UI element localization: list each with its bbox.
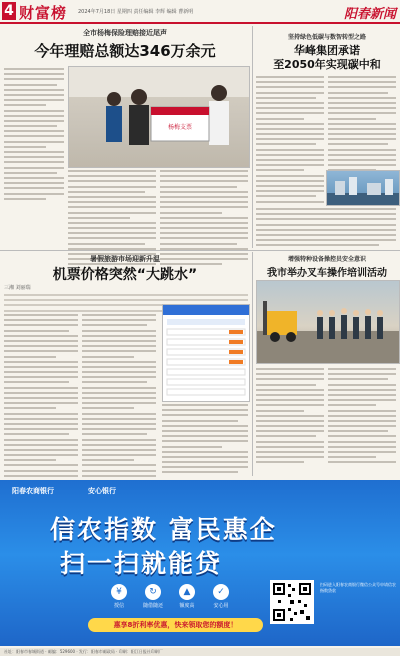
brand-logo: 阳春新闻 xyxy=(343,7,396,22)
story1-col1 xyxy=(4,68,64,203)
ad-logo-left: 阳春农商银行 xyxy=(12,487,54,495)
story3-col3 xyxy=(162,404,248,477)
column-divider xyxy=(252,26,253,248)
story3-byline: 三湘 刘丽瑞 xyxy=(4,285,31,291)
bank-advertisement xyxy=(0,480,400,646)
story3-phone-screenshot xyxy=(162,304,250,402)
story4-col2 xyxy=(328,368,396,467)
story1-photo xyxy=(68,66,250,168)
check-icon: ✓ xyxy=(213,584,229,600)
ad-icon-row xyxy=(108,584,232,609)
certificate-text: 杨梅支票 xyxy=(167,124,193,131)
story3-headline: 机票价格突然“大跳水” xyxy=(52,267,198,283)
ad-icon-credit: ¥ 授信 xyxy=(108,584,130,609)
story2-photo xyxy=(326,170,400,206)
editor: 责任编辑 李辉 xyxy=(133,9,166,15)
flight-app-art xyxy=(163,305,249,401)
ad-icon-repay: ↻ 随借随还 xyxy=(142,584,164,609)
story3-col1 xyxy=(4,314,78,480)
issue-day: 星期四 xyxy=(116,9,132,15)
story3-kicker: 暑假旅游市场迎新升温 xyxy=(90,255,160,263)
masthead-meta xyxy=(78,8,193,15)
story2-photo-art xyxy=(327,171,399,205)
arrow-up-icon: ▲ xyxy=(179,584,195,600)
story2-tail xyxy=(256,208,396,250)
forklift-training-art xyxy=(257,281,399,363)
story2-headline-2: 至2050年实现碳中和 xyxy=(273,58,381,71)
qr-code-icon xyxy=(270,580,314,624)
column-divider-2 xyxy=(252,252,253,476)
ad-title-line2: 扫一扫就能贷 xyxy=(60,549,223,578)
section-divider xyxy=(0,250,400,251)
story2-headline-1: 华峰集团承诺 xyxy=(294,44,360,57)
story4-photo xyxy=(256,280,400,364)
ad-logo-right: 安心银行 xyxy=(88,487,116,495)
story1-photo-art xyxy=(69,67,249,167)
page-footer: 社址：阳春市春城街道 · 邮编：529600 · 发行：阳春市邮政局 · 印刷：阳江日报社印刷厂 xyxy=(0,648,400,656)
section-title: 财富榜 xyxy=(19,4,68,22)
masthead xyxy=(0,0,400,24)
ad-qr-caption: 扫码进入阳春农商银行微信公众号申请信农指数贷款 xyxy=(320,582,396,593)
ad-icon-limit: ▲ 额度高 xyxy=(176,584,198,609)
ad-title-line1: 信农指数 富民惠企 xyxy=(50,515,277,544)
story1-kicker: 全市杨梅保险理赔接近尾声 xyxy=(83,29,167,37)
qr-code-art xyxy=(270,580,314,624)
designer: 编辑 曹新明 xyxy=(166,9,194,15)
ad-promo-bar: 惠享8折利率优惠，快来领取您的额度！ xyxy=(88,618,263,632)
story3-col2 xyxy=(82,314,156,480)
story2-col2 xyxy=(328,76,396,175)
story4-headline: 我市举办叉车操作培训活动 xyxy=(267,268,387,279)
story4-kicker: 增强特种设备操控员安全意识 xyxy=(287,256,366,263)
ad-icon-safe: ✓ 安心用 xyxy=(210,584,232,609)
refresh-icon: ↻ xyxy=(145,584,161,600)
issue-date: 2024年7月18日 xyxy=(78,9,116,15)
story4-col1 xyxy=(256,368,324,467)
story2-col1 xyxy=(256,76,324,206)
yuan-icon: ¥ xyxy=(111,584,127,600)
story2-kicker: 坚持绿色低碳与数智转型之路 xyxy=(287,34,366,41)
story1-headline: 今年理赔总额达346万余元 xyxy=(34,42,216,60)
page-number: 4 xyxy=(2,2,16,20)
